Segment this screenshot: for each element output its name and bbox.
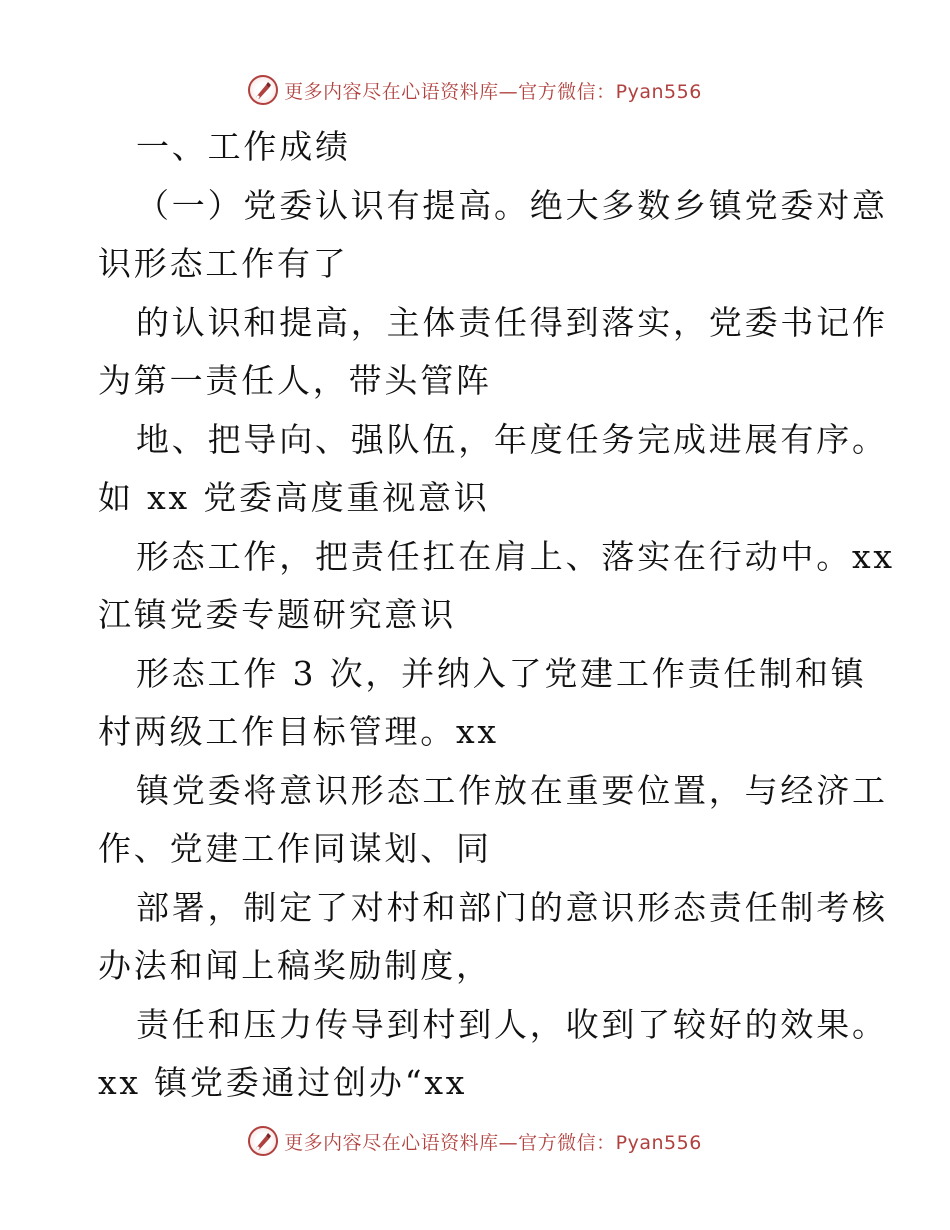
watermark-text: 更多内容尽在心语资料库—官方微信：Pyan556 [284, 1131, 702, 1154]
text-line: 形态工作 3 次，并纳入了党建工作责任制和镇 [136, 653, 867, 693]
text-line: 地、把导向、强队伍，年度任务完成进展有序。 [136, 419, 888, 459]
text-line: 江镇党委专题研究意识 [98, 595, 456, 634]
text-line: 村两级工作目标管理。xx [98, 712, 499, 751]
text-line: 如 xx 党委高度重视意识 [98, 478, 490, 517]
footer-watermark [0, 1121, 950, 1161]
document-body [98, 118, 895, 1113]
header-watermark [0, 70, 950, 110]
watermark-text: 更多内容尽在心语资料库—官方微信：Pyan556 [284, 80, 702, 103]
text-line: 形态工作，把责任扛在肩上、落实在行动中。xx [136, 536, 895, 576]
text-line: xx 镇党委通过创办“xx [98, 1063, 468, 1102]
text-line: 办法和闻上稿奖励制度， [98, 946, 492, 985]
text-line: 一、工作成绩 [136, 127, 351, 166]
text-line: 作、党建工作同谋划、同 [98, 829, 492, 868]
text-line: 识形态工作有了 [98, 244, 349, 283]
text-line: 的认识和提高，主体责任得到落实，党委书记作 [136, 302, 888, 342]
pen-logo-icon [248, 75, 278, 105]
text-line: （一）党委认识有提高。绝大多数乡镇党委对意 [136, 185, 888, 225]
text-line: 为第一责任人，带头管阵 [98, 361, 492, 400]
text-line: 镇党委将意识形态工作放在重要位置，与经济工 [136, 770, 888, 810]
text-line: 责任和压力传导到村到人，收到了较好的效果。 [136, 1004, 888, 1044]
text-line: 部署，制定了对村和部门的意识形态责任制考核 [136, 887, 888, 927]
pen-logo-icon [248, 1126, 278, 1156]
